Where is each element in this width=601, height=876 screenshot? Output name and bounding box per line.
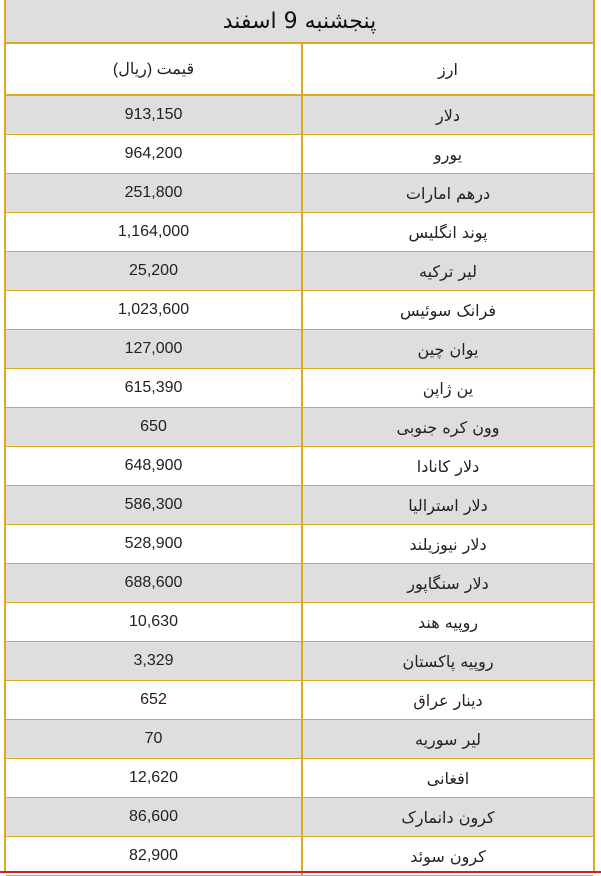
table-row [6,252,593,291]
price-cell: 86,600 [6,798,303,836]
table-row [6,291,593,330]
price-cell: 528,900 [6,525,303,563]
price-cell: 10,630 [6,603,303,641]
price-cell: 12,620 [6,759,303,797]
table-title: پنجشنبه 9 اسفند [6,0,593,44]
price-cell: 648,900 [6,447,303,485]
price-cell: 650 [6,408,303,446]
price-cell: 964,200 [6,135,303,173]
currency-cell: پوند انگلیس [408,222,488,242]
table-row [6,642,593,681]
currency-cell: لیر ترکیه [419,261,477,281]
currency-cell: درهم امارات [405,183,491,203]
currency-cell: یورو [433,144,463,164]
price-column-header: قیمت (ریال) [6,44,303,94]
table-row [6,720,593,759]
price-cell: 913,150 [6,96,303,134]
currency-cell: روپیه پاکستان [402,651,494,671]
currency-cell: دلار سنگاپور [407,573,489,593]
table-row [6,798,593,837]
table-row [6,330,593,369]
currency-cell: ین ژاپن [422,378,474,398]
table-header [6,44,593,96]
currency-cell: دلار [436,105,460,125]
table-row [6,369,593,408]
table-row [6,174,593,213]
table-row [6,447,593,486]
table-body [6,96,593,876]
currency-cell: یوان چین [417,339,479,359]
price-cell: 70 [6,720,303,758]
table-row [6,135,593,174]
price-cell: 3,329 [6,642,303,680]
price-cell: 1,164,000 [6,213,303,251]
table-row [6,603,593,642]
table-row [6,213,593,252]
currency-cell: روپیه هند [417,612,479,632]
price-cell: 251,800 [6,174,303,212]
price-cell: 688,600 [6,564,303,602]
table-row [6,525,593,564]
price-cell: 586,300 [6,486,303,524]
currency-cell: وون کره جنوبی [396,417,500,437]
table-row [6,486,593,525]
price-cell: 1,023,600 [6,291,303,329]
currency-cell: دلار استرالیا [408,495,488,515]
table-row [6,96,593,135]
price-cell: 652 [6,681,303,719]
table-row [6,408,593,447]
currency-cell: افغانی [426,768,470,788]
currency-cell: دینار عراق [413,690,483,710]
table-row [6,759,593,798]
currency-cell: دلار نیوزیلند [409,534,487,554]
currency-cell: دلار کانادا [416,456,480,476]
table-row [6,681,593,720]
currency-cell: کرون دانمارک [401,807,495,827]
price-cell: 127,000 [6,330,303,368]
exchange-rate-table [4,0,595,871]
currency-column-header: ارز [438,59,458,79]
price-cell: 25,200 [6,252,303,290]
currency-cell: لیر سوریه [414,729,482,749]
currency-cell: فرانک سوئیس [399,300,497,320]
price-cell: 82,900 [6,837,303,875]
table-row [6,564,593,603]
currency-cell: کرون سوئد [410,846,486,866]
price-cell: 615,390 [6,369,303,407]
